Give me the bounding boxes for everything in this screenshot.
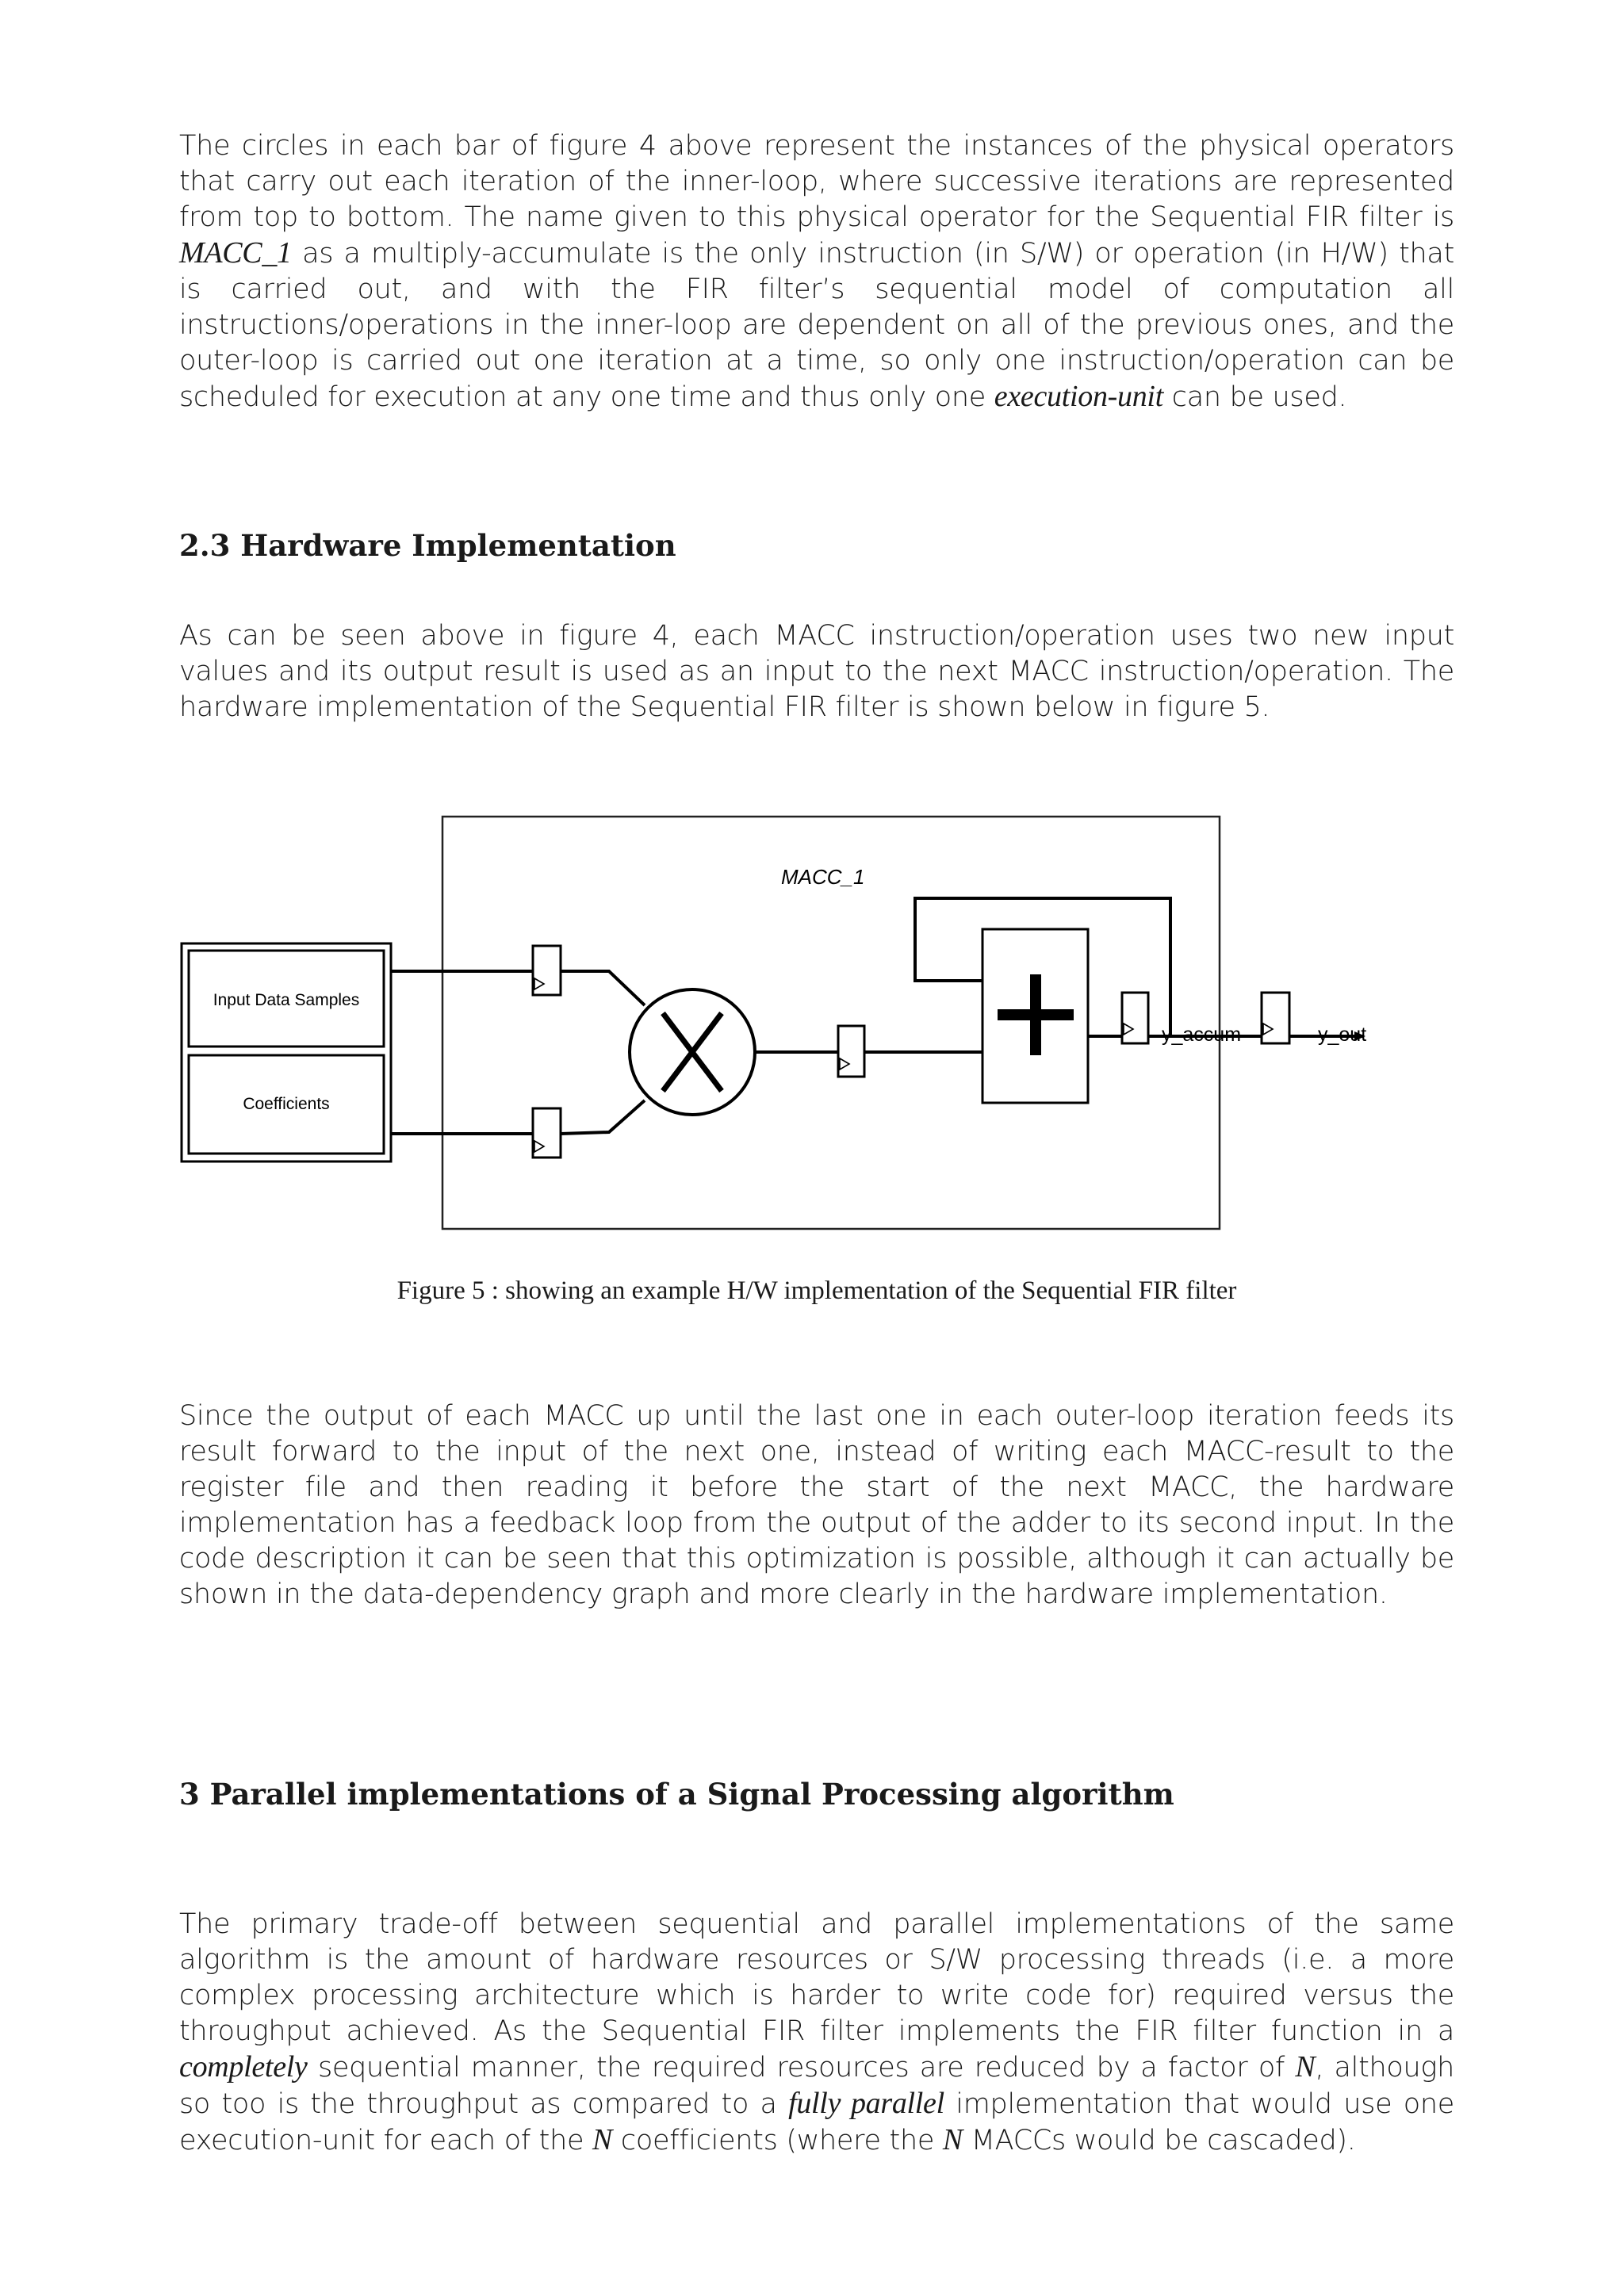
macc1-label: MACC_1 — [781, 865, 865, 889]
section-heading-parallel-implementations: 3 Parallel implementations of a Signal Processing algorithm — [179, 1777, 1174, 1812]
macc1-block — [442, 817, 1220, 1229]
register-accumulator-clock-icon — [1124, 1024, 1133, 1035]
register-input-data-clock-icon — [534, 978, 544, 989]
paragraph-trade-off: The primary trade-off between sequential and parallel implementations of the same algorithm is the amount of hardware resources or S/W processing threads (i.e. a more complex processing architecture which is harder to write code for) required versus the throughput achieved. As the Sequential FIR filter implements the FIR filter function in a completely sequential manner, the required resources are reduced by a factor of N, although so too is the throughput as compared to a fully parallel implementation that would use one execution-unit for each of the N coefficients (where the N MACCs would be cascaded). — [179, 1908, 1454, 2156]
y-out-label: y_out — [1318, 1024, 1367, 1046]
adder-block — [982, 929, 1088, 1103]
paragraph-feedback-loop: Since the output of each MACC up until the last one in each outer-loop iteration feeds its result forward to the input of the next one, instead of writing each MACC-result to the register file and then reading it before the start of the next MACC, the hardware implementation has a feedback loop from the output of the adder to its second input. In the code description it can be seen that this optimization is possible, although it can actually be shown in the data-dependency graph and more clearly in the hardware implementation. — [179, 1400, 1454, 1610]
register-input-data — [533, 946, 561, 995]
register-product-clock-icon — [840, 1058, 849, 1070]
coefficients-label: Coefficients — [243, 1095, 330, 1113]
y-accum-label: y_accum — [1162, 1024, 1242, 1046]
term-macc1: MACC_1 — [179, 236, 292, 270]
figure-5-caption: Figure 5 : showing an example H/W implementation of the Sequential FIR filter — [396, 1276, 1237, 1305]
register-output — [1262, 993, 1289, 1043]
input-data-samples-box — [189, 951, 384, 1047]
paragraph-physical-operators: The circles in each bar of figure 4 above represent the instances of the physical operators that carry out each iteration of the inner-loop, where successive iterations are represented from top to bottom. The name given to this physical operator for the Sequential FIR filter is MACC_1 as a multiply-accumulate is the only instruction (in S/W) or operation (in H/W) that is carried out, and with the FIR filter’s sequential model of computation all instructions/operations in the inner-loop are dependent on all of the previous ones, and the outer-loop is carried out one iteration at a time, so only one instruction/operation can be scheduled for execution at any one time and thus only one execution-unit can be used. — [179, 130, 1454, 413]
register-output-clock-icon — [1263, 1024, 1273, 1035]
input-group-box — [182, 943, 391, 1161]
paragraph-hardware-intro: As can be seen above in figure 4, each MACC instruction/operation uses two new input values and its output result is used as an input to the next MACC instruction/operation. The hardware implementation of the Sequential FIR filter is shown below in figure 5. — [179, 620, 1454, 723]
multiply-icon — [663, 1013, 722, 1091]
wires — [391, 898, 1262, 1134]
add-icon — [998, 974, 1074, 1055]
register-accumulator — [1122, 993, 1148, 1043]
register-coefficients-clock-icon — [534, 1141, 544, 1152]
term-execution-unit: execution-unit — [994, 380, 1163, 413]
register-coefficients — [533, 1108, 561, 1158]
register-product — [838, 1026, 864, 1077]
coefficients-box — [189, 1055, 384, 1154]
multiplier-circle — [630, 989, 755, 1115]
section-heading-hardware-implementation: 2.3 Hardware Implementation — [179, 528, 676, 563]
input-data-samples-label: Input Data Samples — [213, 991, 360, 1009]
